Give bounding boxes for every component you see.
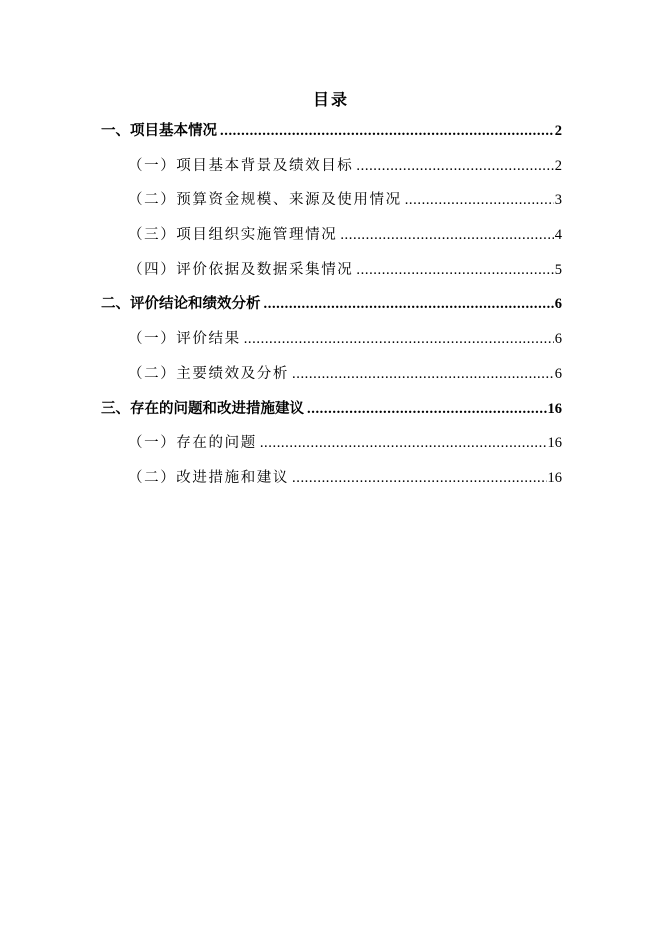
toc-subsection-entry[interactable]	[101, 224, 562, 259]
dot-leader	[264, 293, 554, 315]
toc-page-number: 2	[554, 157, 562, 174]
dot-leader	[307, 398, 547, 420]
toc-entry-text: 一、项目基本情况	[101, 123, 217, 139]
toc-subsection-entry[interactable]	[101, 432, 562, 467]
dot-leader	[244, 328, 554, 350]
toc-entry-text: （二）改进措施和建议	[128, 469, 289, 486]
toc-entry-text: （二）主要绩效及分析	[128, 365, 289, 382]
toc-page-number: 6	[554, 296, 562, 313]
dot-leader	[356, 259, 553, 281]
toc-entry-text: （二）预算资金规模、来源及使用情况	[128, 192, 402, 209]
toc-page-number: 6	[554, 365, 562, 382]
toc-entry-text: （三）项目组织实施管理情况	[128, 227, 338, 244]
toc-subsection-entry[interactable]	[101, 189, 562, 224]
toc-page-number: 3	[554, 192, 562, 209]
toc-subsection-entry[interactable]	[101, 328, 562, 363]
toc-page-number: 16	[547, 400, 562, 417]
dot-leader	[340, 224, 553, 246]
toc-page-number: 16	[547, 435, 562, 452]
toc-page-number: 5	[554, 261, 562, 278]
toc-section-entry[interactable]	[101, 120, 562, 155]
toc-section-entry[interactable]	[101, 398, 562, 433]
toc-subsection-entry[interactable]	[101, 259, 562, 294]
toc-entry-text: （一）评价结果	[128, 331, 241, 348]
toc-entry-text: （四）评价依据及数据采集情况	[128, 261, 354, 278]
toc-page-number: 6	[554, 331, 562, 348]
toc-page-number: 4	[554, 227, 562, 244]
toc-entry-text: （一）项目基本背景及绩效目标	[128, 157, 354, 174]
toc-subsection-entry[interactable]	[101, 363, 562, 398]
toc-entry-text: （一）存在的问题	[128, 435, 257, 452]
table-of-contents	[101, 120, 562, 502]
toc-subsection-entry[interactable]	[101, 155, 562, 190]
toc-page-number: 16	[547, 469, 562, 486]
toc-page-number: 2	[554, 123, 562, 139]
toc-entry-text: 三、存在的问题和改进措施建议	[101, 400, 304, 417]
dot-leader	[292, 363, 554, 385]
toc-subsection-entry[interactable]	[101, 467, 562, 502]
dot-leader	[220, 120, 554, 142]
dot-leader	[405, 189, 554, 211]
dot-leader	[356, 155, 553, 177]
dot-leader	[292, 467, 547, 489]
toc-section-entry[interactable]	[101, 293, 562, 328]
toc-title: 目录	[312, 92, 349, 109]
dot-leader	[260, 432, 547, 454]
toc-entry-text: 二、评价结论和绩效分析	[101, 296, 261, 313]
